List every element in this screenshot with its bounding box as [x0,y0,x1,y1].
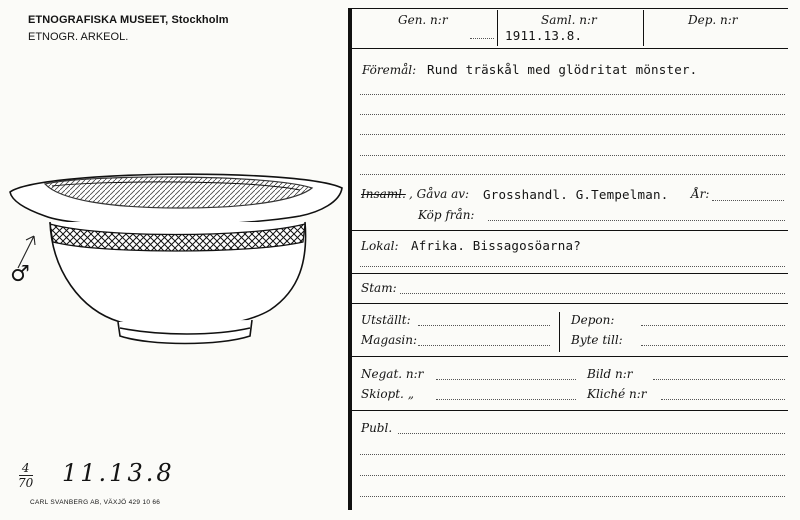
gen-nr-label: Gen. n:r [398,13,448,27]
kop-dotted-line [488,220,785,221]
insaml-label: Insaml. [361,187,406,201]
magasin-dotted-line [418,345,550,346]
bild-label: Bild n:r [587,367,633,381]
kliche-dotted-line [661,399,785,400]
card-top-border [352,8,788,9]
storage-bottom-border [352,356,788,357]
foremal-label: Föremål: [362,63,417,77]
catalog-number-handwritten: 11.13.8 [62,459,175,487]
photo-bottom-border [352,410,788,411]
saml-nr-value: 1911.13.8. [505,28,583,43]
byte-dotted-line [641,345,785,346]
stam-dotted-line [400,293,785,294]
publ-label: Publ. [361,421,393,435]
printer-imprint: CARL SVANBERG AB, VÄXJÖ 429 10 66 [30,499,161,506]
publ-line-3 [360,475,785,476]
kop-label: Köp från: [418,208,475,222]
gava-value: Grosshandl. G.Tempelman. [483,187,669,202]
skiopt-dotted-line [436,399,576,400]
foremal-line-3 [360,114,785,115]
department-label: ETNOGR. ARKEOL. [28,31,129,43]
skiopt-label: Skiopt. „ [361,387,414,401]
foremal-line-5 [360,155,785,156]
publ-line-2 [360,454,785,455]
kliche-label: Kliché n:r [587,387,647,401]
gava-label: , Gåva av: [409,187,470,201]
fraction-top: 4 [21,461,30,475]
byte-label: Byte till: [571,333,623,347]
negat-label: Negat. n:r [361,367,424,381]
stam-label: Stam: [361,281,397,295]
header-divider-2 [643,10,644,46]
fraction-bottom: 70 [18,476,34,490]
acquisition-bottom-border [352,230,788,231]
dep-nr-label: Dep. n:r [688,13,738,27]
stam-bottom-border [352,303,788,304]
negat-dotted-line [436,379,576,380]
fraction-note [18,462,33,489]
foremal-line-4 [360,134,785,135]
card-left-border [348,8,352,510]
magasin-label: Magasin: [361,333,418,347]
publ-line-1 [398,433,785,434]
gen-dotted-line [470,38,494,39]
storage-divider [559,312,560,352]
foremal-value: Rund träskål med glödritat mönster. [427,62,698,77]
header-bottom-border [352,48,788,49]
ar-dotted-line [712,200,784,201]
depon-dotted-line [641,325,785,326]
lokal-label: Lokal: [361,239,399,253]
foremal-line-6 [360,174,785,175]
bowl-illustration [0,150,345,350]
bild-dotted-line [653,379,785,380]
publ-line-4 [360,496,785,497]
foremal-line-2 [360,94,785,95]
header-divider-1 [497,10,498,46]
sex-symbol-mark: ♂ [10,262,30,287]
saml-nr-label: Saml. n:r [541,13,597,27]
museum-name: ETNOGRAFISKA MUSEET, Stockholm [28,14,229,26]
depon-label: Depon: [571,313,615,327]
lokal-line-2 [360,266,785,267]
utstallt-label: Utställt: [361,313,411,327]
utstallt-dotted-line [418,325,550,326]
ar-label: År: [691,187,710,201]
lokal-bottom-border [352,273,788,274]
lokal-value: Afrika. Bissagosöarna? [411,238,581,253]
